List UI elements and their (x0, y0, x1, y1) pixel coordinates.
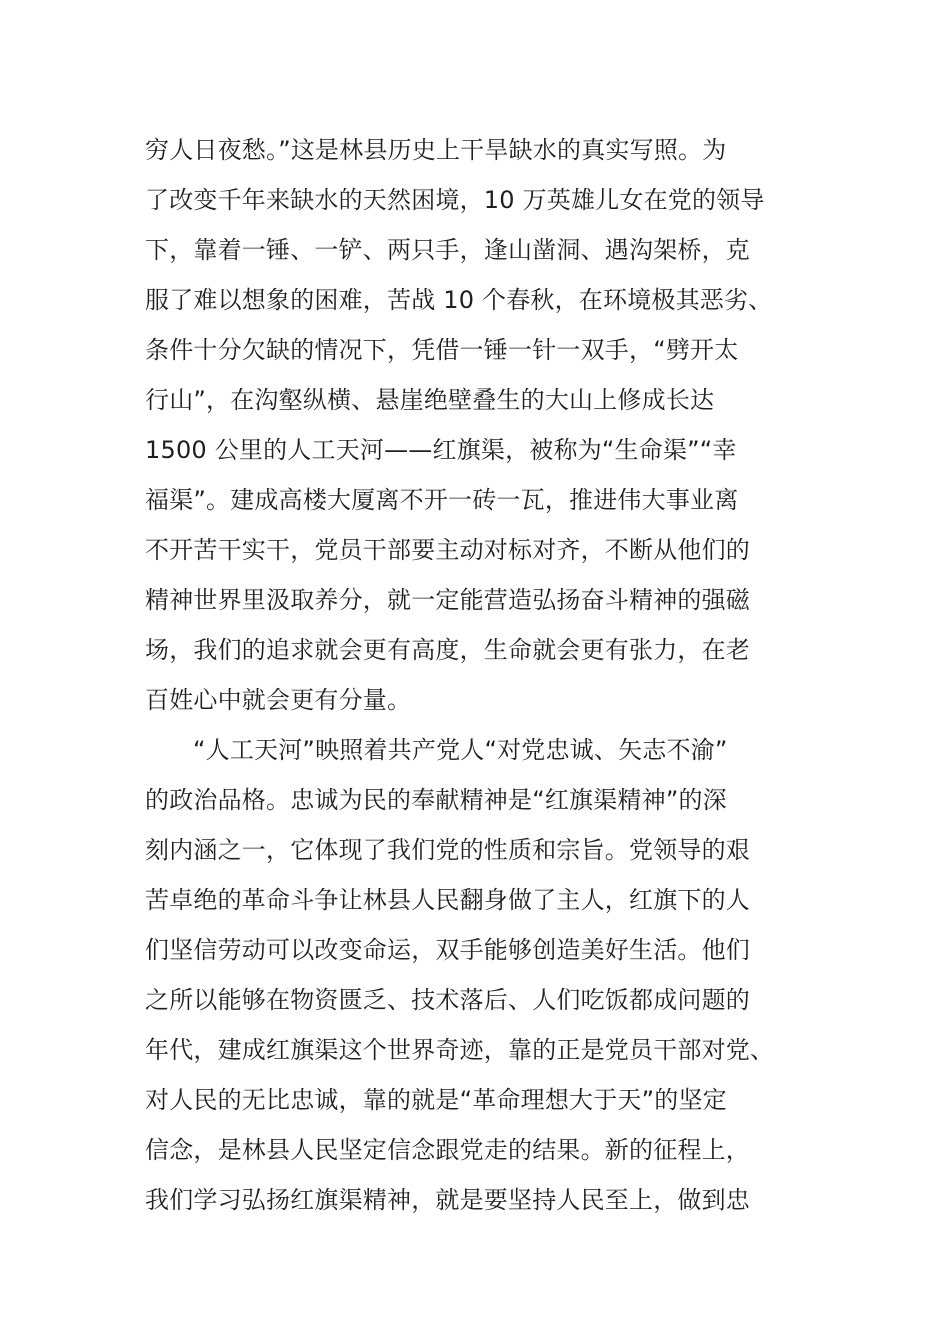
text-line: 行山”，在沟壑纵横、悬崖绝壁叠生的大山上修成长达 (145, 386, 715, 414)
text-line: 不开苦干实干，党员干部要主动对标对齐，不断从他们的 (145, 536, 750, 564)
text-line: 百姓心中就会更有分量。 (145, 686, 412, 714)
text-line: 条件十分欠缺的情况下，凭借一锤一针一双手，“劈开太 (145, 336, 739, 364)
text-line: 之所以能够在物资匮乏、技术落后、人们吃饭都成问题的 (145, 986, 750, 1014)
text-line: 刻内涵之一，它体现了我们党的性质和宗旨。党领导的艰 (145, 836, 750, 864)
text-line: 精神世界里汲取养分，就一定能营造弘扬奋斗精神的强磁 (145, 586, 750, 614)
text-line: 下，靠着一锤、一铲、两只手，逢山凿洞、遇沟架桥，克 (145, 236, 750, 264)
text-line: 场，我们的追求就会更有高度，生命就会更有张力，在老 (145, 636, 750, 664)
text-line: 福渠”。建成高楼大厦离不开一砖一瓦，推进伟大事业离 (145, 486, 739, 514)
text-line: 信念，是林县人民坚定信念跟党走的结果。新的征程上， (145, 1136, 750, 1164)
text-line: 了改变千年来缺水的天然困境，10 万英雄儿女在党的领导 (145, 186, 765, 214)
text-line: 苦卓绝的革命斗争让林县人民翻身做了主人，红旗下的人 (145, 886, 750, 914)
paragraph-2 (145, 725, 810, 1225)
text-line: 穷人日夜愁。”这是林县历史上干旱缺水的真实写照。为 (145, 136, 727, 164)
text-line: 1500 公里的人工天河——红旗渠，被称为“生命渠”“幸 (145, 436, 737, 464)
paragraph-1 (145, 125, 810, 725)
text-line: 对人民的无比忠诚，靠的就是“革命理想大于天”的坚定 (145, 1086, 727, 1114)
text-line: 我们学习弘扬红旗渠精神，就是要坚持人民至上，做到忠 (145, 1186, 750, 1214)
text-line: 们坚信劳动可以改变命运，双手能够创造美好生活。他们 (145, 936, 750, 964)
text-line: 年代，建成红旗渠这个世界奇迹，靠的正是党员干部对党、 (145, 1036, 775, 1064)
text-line: 的政治品格。忠诚为民的奉献精神是“红旗渠精神”的深 (145, 786, 727, 814)
text-line: 服了难以想象的困难，苦战 10 个春秋，在环境极其恶劣、 (145, 286, 773, 314)
text-line: “人工天河”映照着共产党人“对党忠诚、矢志不渝” (193, 736, 728, 764)
body-text (145, 125, 810, 1225)
